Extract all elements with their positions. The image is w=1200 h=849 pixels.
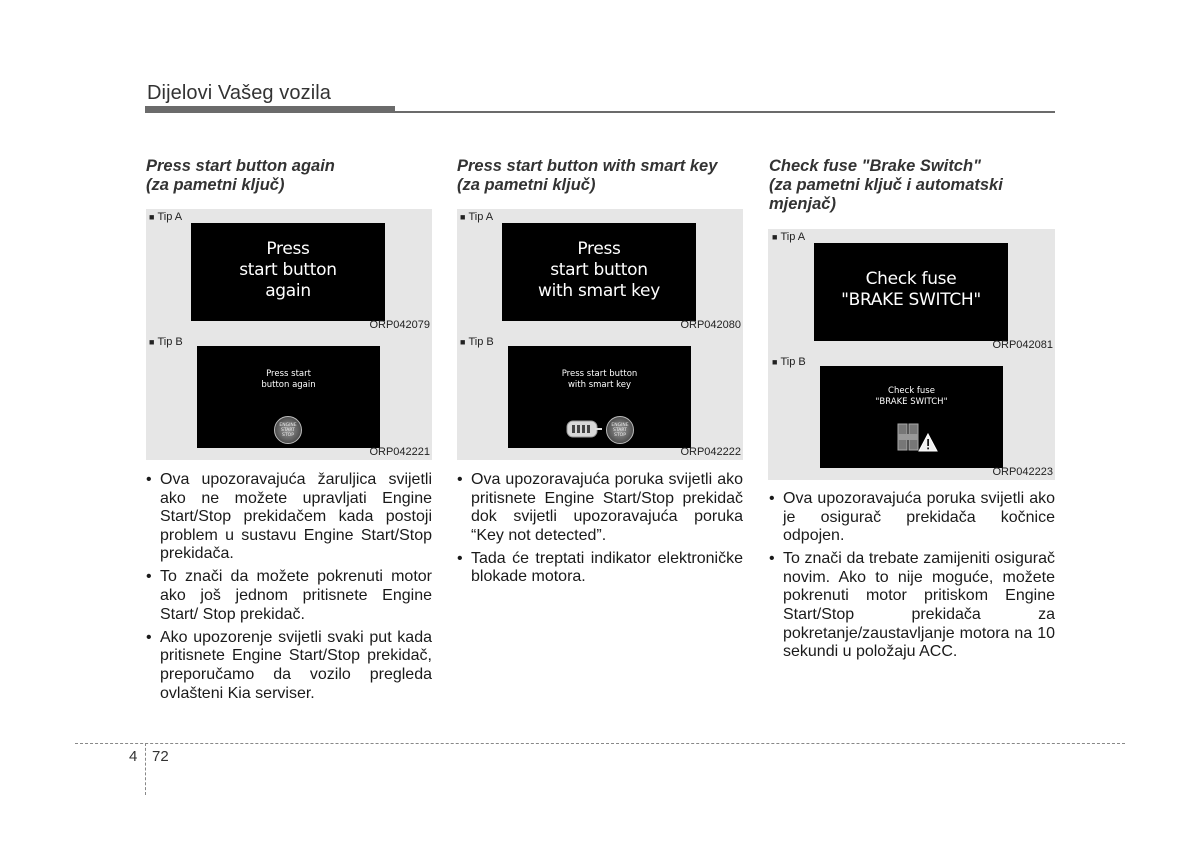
cluster-screen (197, 346, 380, 448)
screen-text: Press start (266, 369, 311, 379)
column-heading-line: (za pametni ključ i automatski (769, 176, 1003, 194)
footer-divider (145, 743, 146, 795)
cluster-screen (191, 223, 385, 321)
bullet-item: • Ova upozoravajuća poruka svijetli ako pritisnete Engine Start/Stop prekidač dok svijetli upozoravajuća poruka “Key not detected”. (457, 471, 743, 544)
screen-text: Press (577, 239, 621, 259)
bullet-item: • Ako upozorenje svijetli svaki put kada pritisnete Engine Start/Stop prekidač, preporučamo da vozilo pregleda ovlašteni Kia serviser. (146, 628, 432, 702)
screen-text: Check fuse (865, 269, 957, 289)
bullet-item: • To znači da trebate zamijeniti osigurač novim. Ako to nije moguće, možete pokrenuti motor pritiskom Engine Start/Stop prekidača za pokretanje/zaustavljanje motora na 10 sekundi u položaju ACC. (769, 550, 1055, 661)
bullet-list (769, 490, 1055, 666)
cluster-screen (814, 243, 1008, 341)
tip-b-panel (457, 334, 743, 460)
column-2-heading (457, 157, 745, 195)
column-heading-line: (za pametni ključ) (457, 176, 596, 194)
bullet-item: • Ova upozoravajuća poruka svijetli ako je osigurač prekidača kočnice odpojen. (769, 490, 1055, 545)
column-heading-line: mjenjač) (769, 195, 836, 213)
fuse-warning-icon (896, 420, 938, 454)
tip-label: ■ Tip B (149, 336, 183, 348)
tip-b-panel (146, 334, 432, 460)
tip-label: ■ Tip B (460, 336, 494, 348)
figure-code: ORP042221 (369, 446, 430, 458)
screen-text: Check fuse (888, 386, 935, 396)
screen-text: Press start button (561, 369, 638, 379)
screen-text: with smart key (538, 281, 660, 301)
screen-text: "BRAKE SWITCH" (841, 290, 981, 310)
cluster-screen (502, 223, 696, 321)
column-1-heading (146, 157, 434, 195)
tip-b-panel (768, 354, 1055, 480)
bullet-item: • Tada će treptati indikator elektroničke blokade motora. (457, 549, 743, 586)
tip-a-panel (457, 209, 743, 334)
column-heading-line: Press start button again (146, 157, 335, 175)
cluster-screen (820, 366, 1003, 468)
cluster-screen (508, 346, 691, 448)
figure-code: ORP042081 (992, 339, 1053, 351)
tip-label: ■ Tip A (149, 211, 183, 223)
column-heading-line: Press start button with smart key (457, 157, 718, 175)
tip-a-panel (768, 229, 1055, 354)
header-rule (145, 111, 1055, 113)
screen-text: start button (550, 260, 648, 280)
screen-text: button again (261, 380, 316, 390)
tip-label: ■ Tip A (460, 211, 494, 223)
screen-text: Press (266, 239, 310, 259)
page-number: 72 (152, 748, 169, 765)
bullet-item: • Ova upozoravajuća žaruljica svijetli ako ne možete upravljati Engine Start/Stop prekidačem kada postoji problem u sustavu Engine Start/Stop prekidača. (146, 471, 432, 563)
tip-label: ■ Tip B (772, 356, 806, 368)
engine-start-button-icon: ENGINE START STOP (606, 416, 634, 444)
figure-code: ORP042080 (680, 319, 741, 331)
screen-text: "BRAKE SWITCH" (875, 397, 948, 407)
screen-text: again (265, 281, 311, 301)
footer-rule (75, 743, 1125, 744)
engine-start-button-icon: ENGINE START STOP (274, 416, 302, 444)
column-heading-line: Check fuse "Brake Switch" (769, 157, 981, 175)
figure-code: ORP042223 (992, 466, 1053, 478)
section-title: Dijelovi Vašeg vozila (147, 82, 332, 104)
chapter-number: 4 (129, 748, 138, 765)
tip-a-panel (146, 209, 432, 334)
smart-key-icon (565, 416, 603, 442)
bullet-item: • To znači da možete pokrenuti motor ako još jednom pritisnete Engine Start/ Stop prekidač. (146, 568, 432, 623)
screen-text: with smart key (567, 380, 632, 390)
bullet-list (457, 471, 743, 592)
column-3-heading (769, 157, 1057, 214)
figure-code: ORP042222 (680, 446, 741, 458)
column-heading-line: (za pametni ključ) (146, 176, 285, 194)
screen-text: start button (239, 260, 337, 280)
bullet-list (146, 471, 432, 708)
figure-code: ORP042079 (369, 319, 430, 331)
tip-label: ■ Tip A (772, 231, 806, 243)
